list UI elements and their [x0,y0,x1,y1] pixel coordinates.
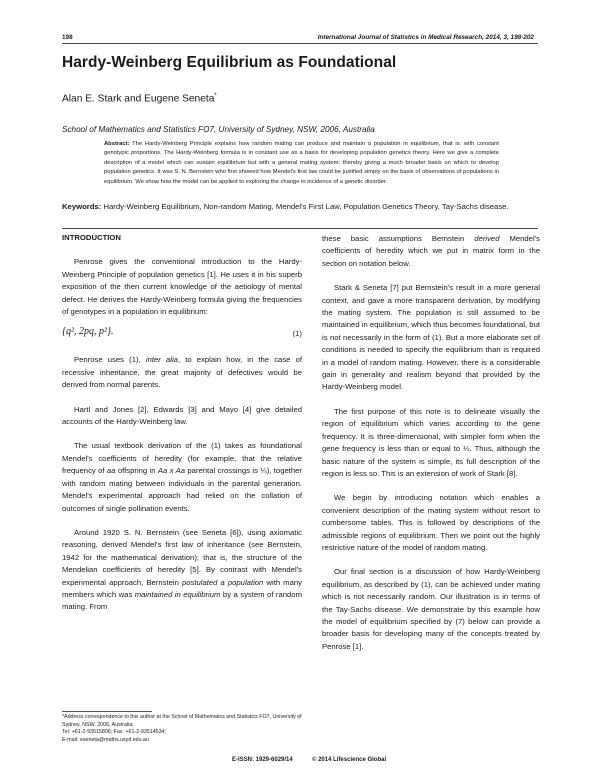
footer-copyright: © 2014 Lifescience Global [312,757,387,763]
paragraph-4-text-a: The usual textbook derivation of the (1) takes as foundational Mendel's coefficients of heredity (for example, that the relative frequency of [62,441,302,476]
paragraph-2 [62,354,302,391]
author-line [62,93,217,104]
equation-expression: {q², 2pq, p²}. [62,326,114,338]
left-column [62,232,302,614]
header-rule [62,43,538,44]
paragraph-5-text-b: with many members which was [62,577,302,599]
right-paragraph-1-text-b: Mendel's coefficients of heredity which we put in matrix form in the section on notation below. [322,234,540,268]
footer-issn: E-ISSN: 1929-6029/14 [232,757,293,763]
affiliation: School of Mathematics and Statistics FO7, University of Sydney, NSW, 2006, Australia [62,125,375,134]
paragraph-4-text-b: offspring in [115,466,158,476]
paragraph-1: Penrose gives the conventional introduction to the Hardy-Weinberg Principle of population genetics [1]. He uses it in his superb exposition of the then current knowledge of the aetiology of mental defect. He derives the Hardy-Weinberg formula giving the frequencies of genotypes in a population in equilibrium: [62,257,302,317]
body-rule [62,228,538,229]
paragraph-2-italic: inter alia [145,355,178,365]
author-mark: * [214,93,217,99]
authors: Alan E. Stark and Eugene Seneta [62,93,215,105]
abstract [104,140,499,187]
page-number: 198 [62,34,73,41]
equation-number: (1) [292,329,302,339]
keywords [62,201,532,213]
right-paragraph-1-text-a: these basic assumptions Bernstein [322,234,475,243]
right-paragraph-4: We begin by introducing notation which enables a convenient description of the mating system without resort to cumbersome tables. This is followed by descriptions of the admissible regions of equilibrium. Then we point out the highly restrictive nature of the model of random mating. [322,493,540,552]
footnote-line-2: Tel: +61-2-93515806; Fax: +61-2-93514534; [62,729,166,736]
abstract-label: Abstract: [104,141,130,147]
right-paragraph-2: Stark & Seneta [7] put Bernstein's result in a more general context, and gave a more transparent derivation, by modifying the mating system. The population is still assumed to be maintained in equilibrium, which thus becomes foundational, but is not necessarily in the form of (1). But a more elaborate set of conditions is needed to specify the equilibrium than is required in a model of random mating. However, there is a considerable gain in generality and realism beyond that provided by the Hardy-Weinberg model. [322,283,540,392]
paragraph-4 [62,440,302,514]
paragraph-5-italic-2: maintained in equilibrium [134,589,221,599]
article-title: Hardy-Weinberg Equilibrium as Foundational [62,54,397,71]
paragraph-5-text-c: by a system of random mating. From [62,589,302,612]
paragraph-2-text-b: , to explain how, in the case of recessive inheritance, the great majority of defectives would be derived from normal parents. [62,355,303,390]
paragraph-5 [62,527,302,614]
paragraph-5-text-a: Around 1920 S. N. Bernstein (see Seneta [6]), using axiomatic reasoning, derived Mendel's first law of inheritance (see Bernstein, 1942 for the mathematical derivation); that is, the structure of the Mendelian coefficients of heredity [5]. By contrast with Mendel's experimental approach, Bernstein [62,527,302,587]
right-paragraph-1 [322,233,540,270]
right-paragraph-3: The first purpose of this note is to delineate visually the region of equilibrium which varies according to the gene frequency. It is three-dimensional, with simpler form when the gene frequency is less than or equal to ¼. Thus, although the basic nature of the system is simple, its full description of the region is less so. This is an extension of work of Stark [8]. [322,406,540,478]
section-heading-introduction: INTRODUCTION [62,233,121,242]
keywords-label: Keywords: [62,202,102,211]
correspondence-footnote [62,714,302,744]
paragraph-4-italic-1: aa [106,466,116,476]
right-paragraph-1-italic: derived [474,234,500,243]
paragraph-4-italic-2: Aa x Aa [157,466,186,476]
paragraph-2-text-a: Penrose uses (1), [74,355,146,365]
abstract-text: The Hardy-Weinberg Principle explains how random mating can produce and maintain a population in equilibrium, that is: with constant genotypic proportions. The Hardy-Weinberg formula is in constant use as a basis for developing population genetics theory. Here we give a complete description of a model which can sustain equilibrium but with a general mating system, thereby giving a much broader basis on which to develop population genetics. It was S. N. Bernstein who first showed how Mendel's first law could be justified simply on the basis of observations of populations in equilibrium. We show how the model can be applied to exploring the change in incidence of a genetic disorder. [104,141,499,185]
right-paragraph-5: Our final section is a discussion of how Hardy-Weinberg equilibrium, as described by (1), can be achieved under mating which is not necessarily random. Our illustration is in terms of the Tay-Sachs disease. We demonstrate by this example how the model of equilibrium specified by (7) below can provide a broader basis for developing many of the concepts treated by Penrose [1]. [322,567,540,651]
keywords-text: Hardy-Weinberg Equilibrium, Non-random Mating, Mendel's First Law, Population Genetics Theory, Tay-Sachs disease. [103,202,509,211]
paragraph-3: Hartl and Jones [2], Edwards [3] and Mayo [4] give detailed accounts of the Hardy-Weinberg law. [62,404,302,427]
right-column [322,233,540,653]
journal-citation: International Journal of Statistics in Medical Research, 2014, 3, 198-202 [317,34,534,41]
paragraph-5-italic-1: postulated a population [181,577,264,587]
footnote-line-1: *Address correspondence to this author at the School of Mathematics and Statistics FO7, University of Sydney, NSW, 2006, Australia; [62,714,302,728]
footnote-rule [62,711,152,712]
paragraph-4-text-c: parental crossings is ¼), together with random mating between individuals in the parental generation. Mendel's experimental approach had relied on the collation of outcomes of single pollination events. [62,466,302,513]
equation-1 [62,326,302,346]
footnote-line-3: E-mail: eseneta@maths.usyd.edu.au [62,736,149,743]
